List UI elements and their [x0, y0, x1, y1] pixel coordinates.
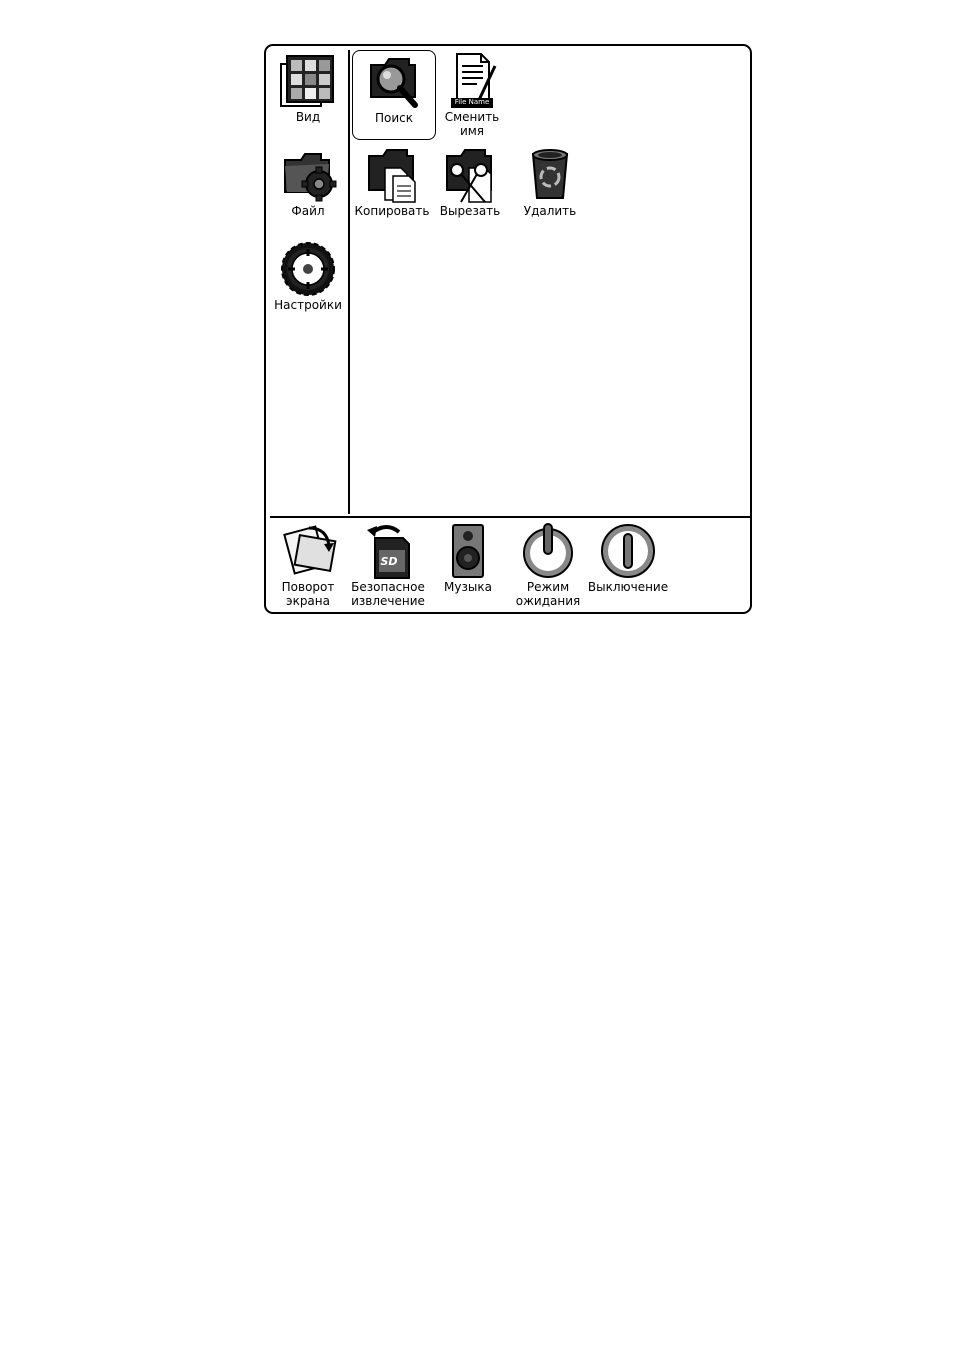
sd-eject-icon	[359, 522, 417, 580]
sd-badge: SD	[380, 555, 398, 568]
copy-button[interactable]	[350, 146, 434, 218]
music-button[interactable]	[426, 522, 510, 594]
search-button[interactable]	[352, 50, 436, 140]
cut-label: Вырезать	[439, 204, 501, 218]
file-name-badge: File Name	[454, 98, 490, 106]
copy-label: Копировать	[354, 204, 430, 218]
standby-icon	[519, 522, 577, 580]
folder-copy-icon	[363, 146, 421, 204]
folder-gear-icon	[279, 146, 337, 204]
standby-button[interactable]	[506, 522, 590, 608]
recycle-bin-icon	[521, 146, 579, 204]
delete-label: Удалить	[523, 204, 577, 218]
sidebar-item-view[interactable]	[266, 52, 350, 124]
sidebar-item-settings[interactable]	[266, 240, 350, 312]
dock-divider	[270, 516, 750, 518]
speaker-icon	[439, 522, 497, 580]
rotate-screen-icon	[279, 522, 337, 580]
power-off-button[interactable]	[586, 522, 670, 594]
view-grid-icon	[279, 52, 337, 110]
folder-search-icon	[365, 53, 423, 111]
folder-cut-icon	[441, 146, 499, 204]
sidebar-item-label: Файл	[291, 204, 325, 218]
safe-eject-button[interactable]	[346, 522, 430, 608]
cut-button[interactable]	[428, 146, 512, 218]
sidebar-item-file[interactable]	[266, 146, 350, 218]
rename-label: Сменить имя	[444, 110, 500, 138]
power-off-icon	[599, 522, 657, 580]
rotate-screen-label: Поворот экрана	[281, 580, 335, 608]
safe-eject-label: Безопасное извлечение	[351, 580, 425, 608]
delete-button[interactable]	[508, 146, 592, 218]
rename-button[interactable]	[430, 52, 514, 138]
search-label: Поиск	[374, 111, 413, 125]
sidebar-item-label: Вид	[295, 110, 321, 124]
music-label: Музыка	[444, 580, 492, 594]
standby-label: Режим ожидания	[515, 580, 581, 608]
settings-gear-icon	[279, 240, 337, 298]
power-off-label: Выключение	[587, 580, 669, 594]
sidebar-item-label: Настройки	[274, 298, 342, 312]
rotate-screen-button[interactable]	[266, 522, 350, 608]
